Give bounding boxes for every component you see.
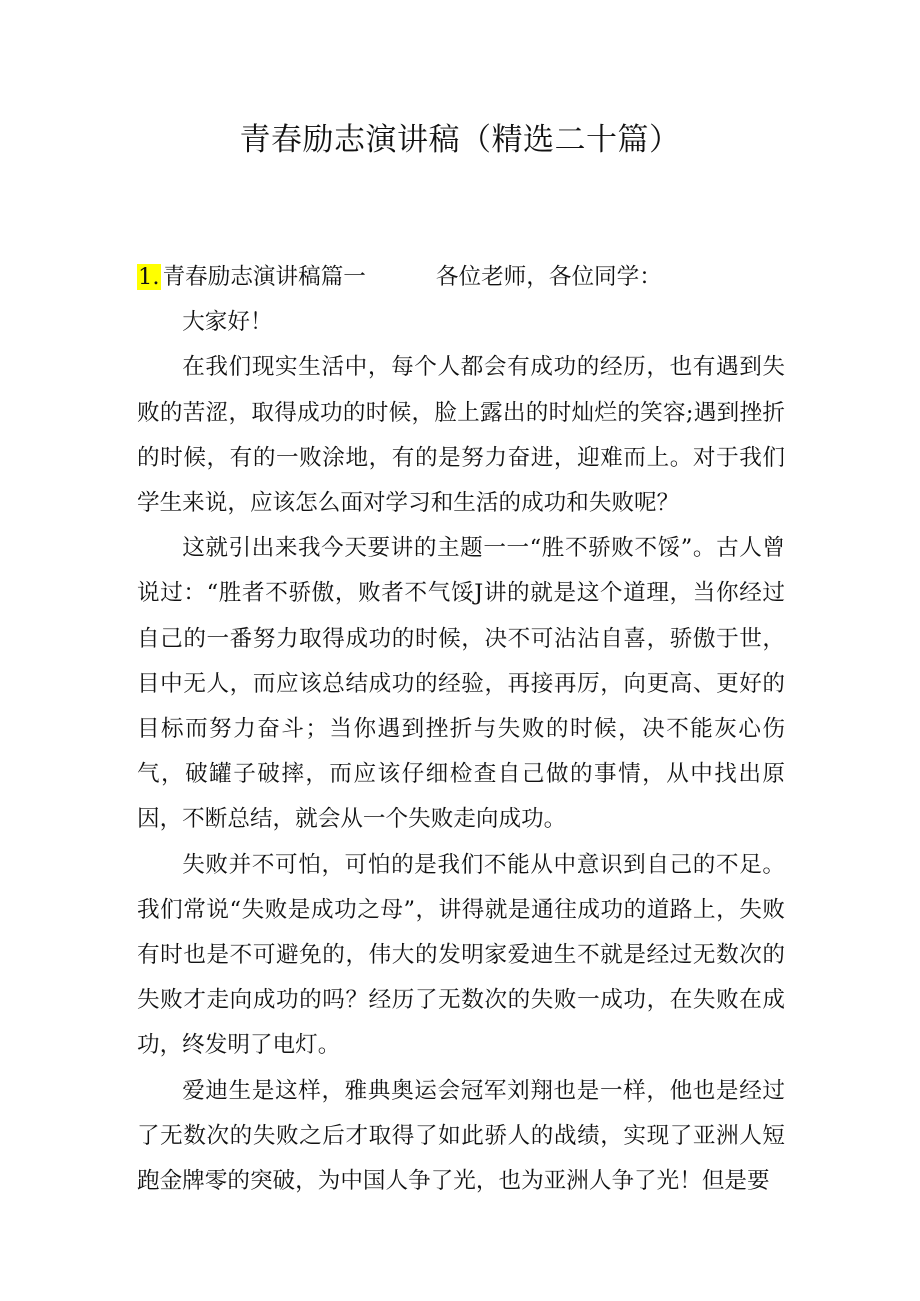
salutation: 各位老师，各位同学： bbox=[435, 264, 662, 290]
document-title: 青春励志演讲稿（精选二十篇） bbox=[239, 122, 681, 158]
paragraph: 爱迪生是这样，雅典奥运会冠军刘翔也是一样，他也是经过了无数次的失败之后才取得了如此骄人的战绩，实现了亚洲人短跑金牌零的突破，为中国人争了光，也为亚洲人争了光！但是要 bbox=[137, 1077, 785, 1195]
section-title: 青春励志演讲稿篇一 bbox=[162, 264, 366, 290]
paragraph: 失败并不可怕，可怕的是我们不能从中意识到自己的不足。我们常说“失败是成功之母”，讲得就是通往成功的道路上，失败有时也是不可避免的，伟大的发明家爱迪生不就是经过无数次的失败才走向成功的吗？经历了无数次的失败一成功，在失败在成功，终发明了电灯。 bbox=[137, 851, 785, 1059]
paragraph: 这就引出来我今天要讲的主题一一“胜不骄败不馁”。古人曾说过：“胜者不骄傲，败者不气馁J讲的就是这个道理，当你经过自己的一番努力取得成功的时候，决不可沾沾自喜，骄傲于世，目中无人，而应该总结成功的经验，再接再厉，向更高、更好的目标而努力奋斗；当你遇到挫折与失败的时候，决不能灰心伤气，破罐子破摔，而应该仔细检查自己做的事情，从中找出原因，不断总结，就会从一个失败走向成功。 bbox=[137, 535, 785, 833]
section-number-highlight: 1. bbox=[138, 264, 160, 290]
paragraph-greeting: 大家好！ bbox=[182, 309, 273, 336]
document-body bbox=[137, 255, 785, 1204]
paragraph: 在我们现实生活中，每个人都会有成功的经历，也有遇到失败的苦涩，取得成功的时候，脸上露出的时灿烂的笑容;遇到挫折的时候，有的一败涂地，有的是努力奋进，迎难而上。对于我们学生来说，应该怎么面对学习和生活的成功和失败呢？ bbox=[137, 354, 785, 517]
section-heading bbox=[137, 255, 785, 300]
